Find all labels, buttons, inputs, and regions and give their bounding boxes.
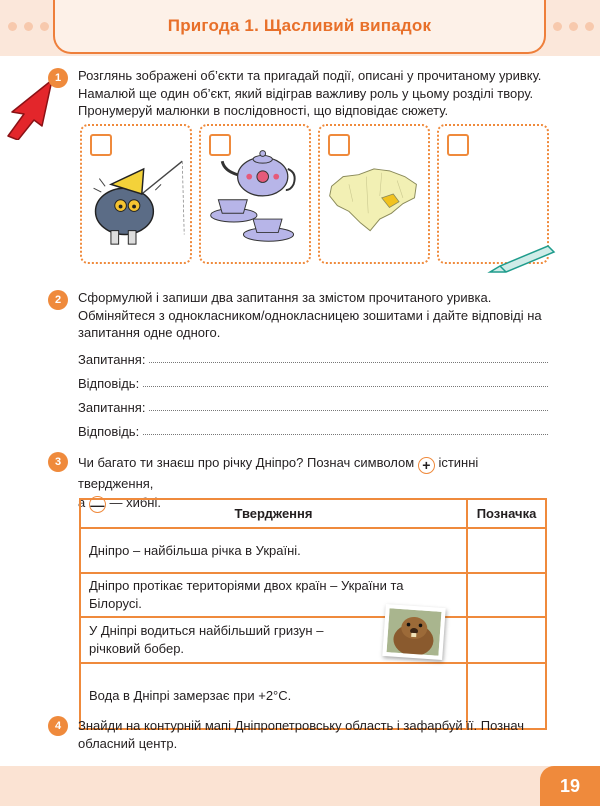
- question-label: Запитання:: [78, 352, 146, 367]
- task-1-number: 1: [48, 68, 68, 88]
- beaver-photo: [382, 604, 445, 660]
- table-row: [81, 616, 545, 662]
- picture-box-1: [80, 124, 192, 264]
- column-header-statement: Твердження: [234, 505, 313, 521]
- statement-text: Дніпро – найбільша річка в Україні.: [89, 542, 301, 558]
- mark-cell[interactable]: [466, 574, 545, 616]
- task-2-text: Сформулюй і запиши два запитання за змістом прочитаного уривка. Обміняйтеся з однокласником/однокласницею зошитами і дайте відповіді на запитання одне одного.: [78, 290, 542, 340]
- question-line-2[interactable]: [78, 395, 548, 415]
- question-label: Запитання:: [78, 400, 146, 415]
- pencil-icon: [486, 242, 558, 276]
- statement-text: У Дніпрі водиться найбільший гризун – річковий бобер.: [89, 623, 324, 656]
- plus-symbol-icon: +: [418, 457, 435, 474]
- map-of-ukraine-icon: [320, 126, 428, 262]
- answer-label: Відповідь:: [78, 376, 140, 391]
- task-4-number: 4: [48, 716, 68, 736]
- decor-dots-right: [553, 22, 594, 32]
- mark-cell[interactable]: [466, 529, 545, 572]
- minus-symbol-icon: —: [90, 496, 105, 513]
- answer-line-2[interactable]: [78, 419, 548, 439]
- page-number: 19: [540, 766, 600, 806]
- mark-cell[interactable]: [466, 618, 545, 662]
- title-tab: [53, 0, 546, 54]
- task-4-text: Знайди на контурній мапі Дніпропетровську область і зафарбуй її. Познач обласний центр.: [78, 718, 525, 751]
- statement-text: Вода в Дніпрі замерзає при +2°С.: [89, 688, 292, 703]
- statements-table: [79, 498, 547, 730]
- answer-label: Відповідь:: [78, 424, 140, 439]
- beaver-icon: [387, 608, 442, 656]
- page-title: Пригода 1. Щасливий випадок: [167, 16, 432, 35]
- table-row: [81, 527, 545, 572]
- picture-box-3: [318, 124, 430, 264]
- task-2-number: 2: [48, 290, 68, 310]
- number-box-4[interactable]: [447, 134, 469, 156]
- question-line-1[interactable]: [78, 347, 548, 367]
- red-arrow-icon: [4, 78, 60, 140]
- picture-box-2: [199, 124, 311, 264]
- column-header-mark: Позначка: [466, 500, 545, 527]
- table-header: [81, 500, 545, 527]
- character-with-fishing-rod-icon: [82, 126, 190, 262]
- answer-line-1[interactable]: [78, 371, 548, 391]
- bottom-band: [0, 766, 600, 806]
- teapot-and-cups-icon: [201, 126, 309, 262]
- task-3-number: 3: [48, 452, 68, 472]
- task-3-text: Чи багато ти знаєш про річку Дніпро? Познач символом + істинні твердження, а — — хибні.: [78, 455, 479, 513]
- statement-text: Дніпро протікає територіями двох країн – України та Білорусі.: [89, 578, 404, 611]
- task-1-text: Розглянь зображені об’єкти та пригадай події, описані у прочитаному уривку. Намалюй ще один об’єкт, який відіграв важливу роль у цьому розділі твору. Пронумеруй малюнки в послідовності, що відповідає сюжету.: [78, 68, 542, 118]
- table-row: [81, 572, 545, 616]
